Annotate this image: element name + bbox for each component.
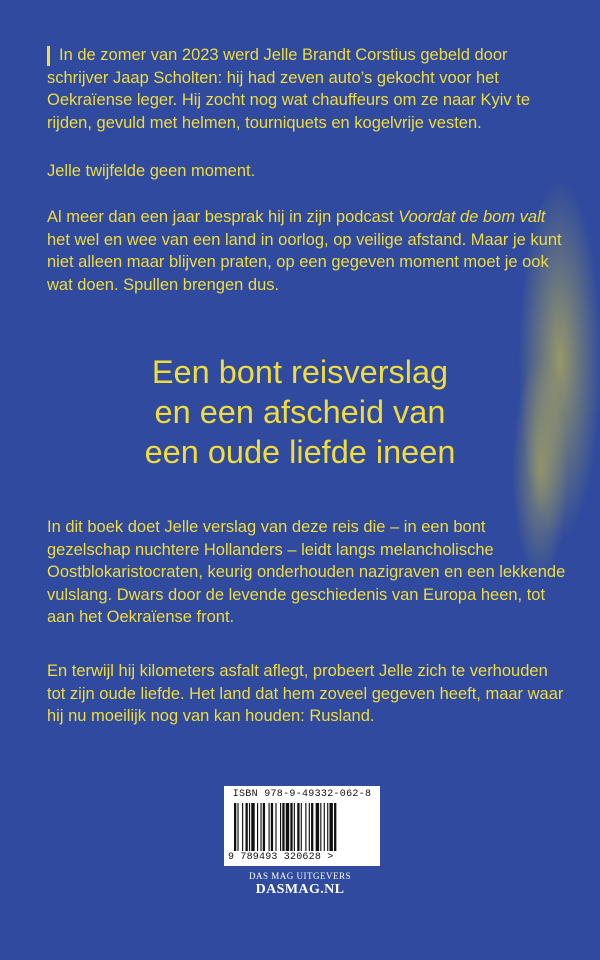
publisher-name: DAS MAG UITGEVERS [248, 871, 351, 881]
headline-line-3: een oude liefde ineen [144, 434, 456, 470]
paragraph-russia: En terwijl hij kilometers asfalt aflegt, probeert Jelle zich te verhouden tot zijn oude liefde. Het land dat hem zoveel gegeven heeft, maar waar hij nu moeilijk nog van kan houden: Rusland. [47, 662, 564, 725]
paragraph-podcast [47, 206, 567, 296]
paragraph-intro: In de zomer van 2023 werd Jelle Brandt Corstius gebeld door schrijver Jaap Scholten: hij had zeven auto’s gekocht voor het Oekraïense leger. Hij zocht nog wat chauffeurs om ze naar Kyiv te rijden, gevuld met helmen, tourniquets en kogelvrije vesten. [47, 46, 531, 132]
paragraph-journey: In dit boek doet Jelle verslag van deze reis die – in een bont gezelschap nuchtere Hollanders – leidt langs melancholische Oostblokaristocraten, keurig onderhouden nazigraven en een lekkende vulslang. Dwars door de levende geschiedenis van Europa heen, tot aan het Oekraïense front. [47, 518, 566, 626]
paragraph-podcast-text-1: Al meer dan een jaar besprak hij in zijn podcast [47, 208, 399, 226]
paragraph-podcast-text-2: het wel en wee van een land in oorlog, op veilige afstand. Maar je kunt niet alleen maar blijven praten, op een gegeven moment moet je ook wat doen. Spullen brengen dus. [47, 230, 562, 294]
barcode-bars [232, 803, 372, 853]
publisher-block [0, 871, 600, 898]
paragraph-no-hesitation: Jelle twijfelde geen moment. [47, 162, 256, 180]
barcode-digits: 9 789493 320628 > [228, 852, 334, 863]
headline-line-2: en een afscheid van [154, 394, 446, 430]
publisher-url: DASMAG.NL [255, 882, 345, 897]
isbn-number: ISBN 978-9-49332-062-8 [232, 789, 372, 800]
barcode-label [224, 786, 380, 866]
headline-line-1: Een bont reisverslag [151, 354, 449, 390]
podcast-title: Voordat de bom valt [398, 208, 546, 226]
headline [0, 352, 600, 472]
